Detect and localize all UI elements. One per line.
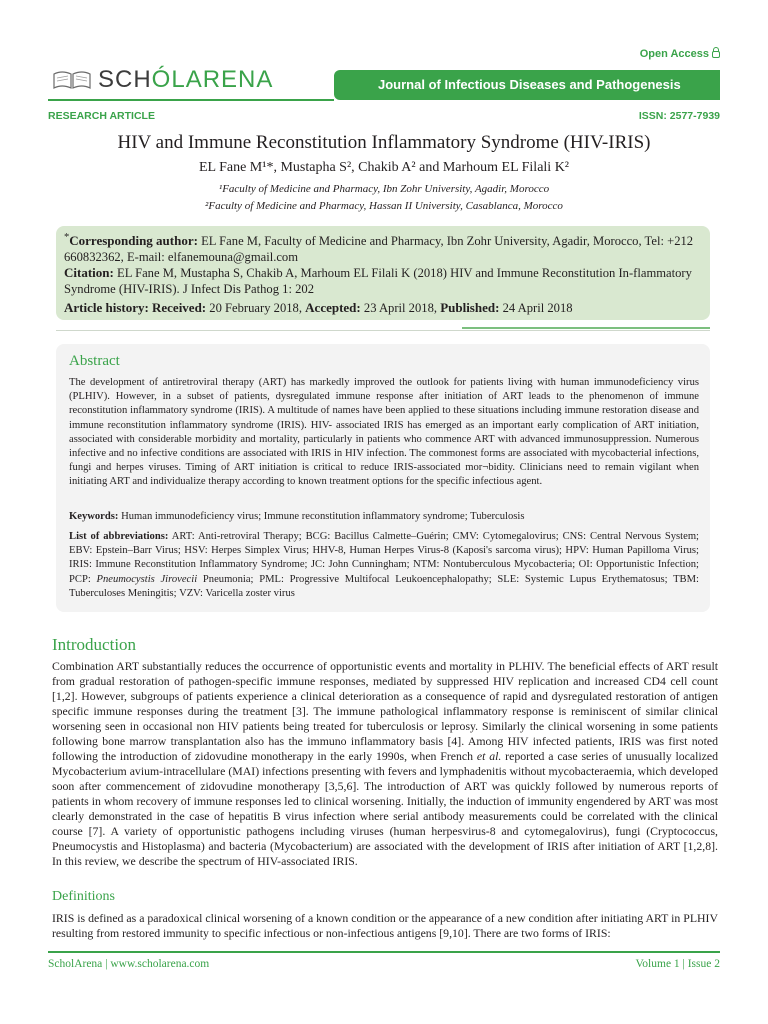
introduction-heading: Introduction	[52, 635, 137, 654]
header-divider	[48, 99, 334, 101]
introduction-body	[52, 659, 718, 869]
accepted-label: Accepted:	[305, 300, 361, 315]
lock-icon	[712, 51, 720, 58]
issn: ISSN: 2577-7939	[638, 110, 720, 122]
corresponding-star: *	[64, 232, 70, 243]
keywords	[69, 510, 699, 524]
history-label: Article history:	[64, 300, 149, 315]
published-label: Published:	[440, 300, 500, 315]
article-type: RESEARCH ARTICLE	[48, 110, 155, 122]
accepted-date: 23 April 2018,	[363, 301, 438, 315]
abbreviations-text-1: ART: Anti-retroviral Therapy; BCG: Bacillus Calmette–Guérin; CMV: Cytomegalovirus; CNS: Central Nervous System; EBV: Epstein–Barr Virus; HSV: Herpes Simplex Virus; HHV-8, Human Herpes Virus-8 (Kaposi's sarcoma virus); HPV: Human Papilloma Virus; IRIS: Immune Reconstitution Inflammatory Syndrome; JC: John Cunningham; NTM: Nontuberculous Mycobacteria; OI: Opportunistic Infection; PCP:	[69, 531, 699, 585]
keywords-label: Keywords:	[69, 511, 119, 522]
affiliation-1: ¹Faculty of Medicine and Pharmacy, Ibn Zohr University, Agadir, Morocco	[218, 183, 550, 195]
footer-publisher: ScholArena | www.scholarena.com	[48, 958, 210, 970]
corresponding-label: Corresponding author:	[69, 233, 198, 249]
keywords-text: Human immunodeficiency virus; Immune reconstitution inflammatory syndrome; Tuberculosis	[121, 511, 525, 522]
corresponding-author	[64, 230, 704, 265]
abstract-box	[56, 344, 710, 612]
logo-suffix: LARENA	[171, 66, 274, 93]
received-label: Received:	[152, 300, 207, 315]
footer-divider	[48, 951, 720, 953]
affiliation-2: ²Faculty of Medicine and Pharmacy, Hassan II University, Casablanca, Morocco	[205, 200, 563, 212]
footer-volume-issue: Volume 1 | Issue 2	[635, 958, 720, 970]
definitions-heading: Definitions	[52, 889, 115, 904]
logo-accent: Ó	[151, 66, 172, 93]
logo-prefix: SCH	[98, 66, 152, 93]
journal-banner	[334, 70, 720, 100]
author-list: EL Fane M¹*, Mustapha S², Chakib A² and Marhoum EL Filali K²	[199, 160, 569, 175]
info-divider-light	[56, 330, 710, 331]
logo-wordmark	[98, 66, 273, 94]
corresponding-text: EL Fane M, Faculty of Medicine and Pharmacy, Ibn Zohr University, Agadir, Morocco, Tel: +212 660832362, E-mail: elfanemouna@gmail.com	[64, 234, 694, 264]
abstract-heading: Abstract	[69, 353, 120, 369]
introduction-text-2: reported a case series of unusually localized Mycobacterium avium-intracellulare (MAI) infections presenting with fevers and lymphadenitis without mycobacteraemia, which developed soon after commencement of zidovudine monotherapy [3,5,6]. The introduction of ART was quickly followed by numerous reports of patients in whom recovery of immune responses led to clinical worsening. Initially, the induction of immunity engendered by ART was most clearly demonstrated in the case of hepatitis B virus infection where serial antibody measurements could be correlated with the clinical course [7]. A variety of opportunistic pathogens including viruses (human herpesvirus-8 and cytomegalovirus), fungi (Cryptococcus, Pneumocystis and Histoplasma) and bacteria (Mycobacterium) are associated with the development of IRIS after initiation of ART [1,2,8]. In this review, we describe the spectrum of HIV-associated IRIS.	[52, 749, 719, 868]
abbreviations-label: List of abbreviations:	[69, 531, 169, 542]
open-book-icon	[52, 70, 92, 90]
article-title: HIV and Immune Reconstitution Inflammatory Syndrome (HIV-IRIS)	[117, 132, 651, 153]
introduction-text-1: Combination ART substantially reduces the occurrence of opportunistic events and mortality in PLHIV. The beneficial effects of ART result from gradual restoration of pathogen-specific immune responses, mediated by suppressed HIV replication and increased CD4 cell count [1,2]. However, subgroups of patients experience a clinical deterioration as a consequence of rapid and dysregulated restoration of antigen specific immune responses during the treatment [3]. The immune pathological inflammatory response is reminiscent of similar clinical worsening seen in occasional non HIV patients being treated for tuberculosis or leprosy. Similarly the clinical worsening in some patients following bone marrow transplantation also has the immuno inflammatory basis [4]. Among HIV infected patients, IRIS was first noted following the introduction of zidovudine monotherapy in the early 1990s, when French	[52, 659, 718, 763]
abstract-body: The development of antiretroviral therapy (ART) has markedly improved the outlook for patients living with human immunodeficiency virus (PLHIV). However, in a subset of patients, dysregulated immune response after initiation of ART leads to the phenomenon of immune reconstitution inflammatory syndrome (IRIS). A multitude of names have been applied to these situations including immune restoration disease and immune reconstitution inflammatory syndrome (IRIS). HIV- associated IRIS has emerged as an important early complication of ART initiation, associated with considerable morbidity and mortality, particularly in patients who commence ART with advanced immunosuppression. Numerous infective and no infective conditions are associated with IRIS in HIV infection. The commonest forms are associated with mycobacterial infections, fungi and herpes viruses. Timing of ART initiation is critical to reduce IRIS-associated mor¬bidity. Clinicians need to remain vigilant when initiating ART and individualize therapy according to known treatment options for the specific infectious agent.	[69, 377, 699, 488]
abbreviations-text-2: Pneumonia; PML: Progressive Multifocal Leukoencephalopathy; SLE: Systemic Lupus Erythematosus; TBM: Tuberculoses Meningitis; VZV: Varicella zoster virus	[69, 573, 699, 599]
info-divider-accent	[462, 327, 710, 329]
citation-text: EL Fane M, Mustapha S, Chakib A, Marhoum EL Filali K (2018) HIV and Immune Reconstitution In-flammatory Syndrome (HIV-IRIS). J Infect Dis Pathog 1: 202	[64, 266, 692, 296]
introduction-etal: et al.	[476, 749, 502, 763]
open-access-label	[640, 48, 720, 60]
citation-label: Citation:	[64, 265, 114, 280]
definitions-body: IRIS is defined as a paradoxical clinical worsening of a known condition or the appearance of a new condition after initiating ART in PLHIV resulting from restored immunity to specific infectious or non-infectious antigens [9,10]. There are two forms of IRIS:	[52, 911, 718, 940]
abbreviations	[69, 530, 699, 601]
published-date: 24 April 2018	[502, 301, 573, 315]
citation	[64, 265, 704, 297]
journal-name: Journal of Infectious Diseases and Pathogenesis	[378, 77, 681, 92]
open-access-text: Open Access	[639, 48, 709, 60]
article-history	[64, 300, 704, 317]
received-date: 20 February 2018,	[209, 301, 302, 315]
scholarena-logo	[52, 66, 272, 96]
article-info-box	[56, 226, 710, 320]
abbreviations-italic: Pneumocystis Jirovecii	[96, 573, 198, 585]
